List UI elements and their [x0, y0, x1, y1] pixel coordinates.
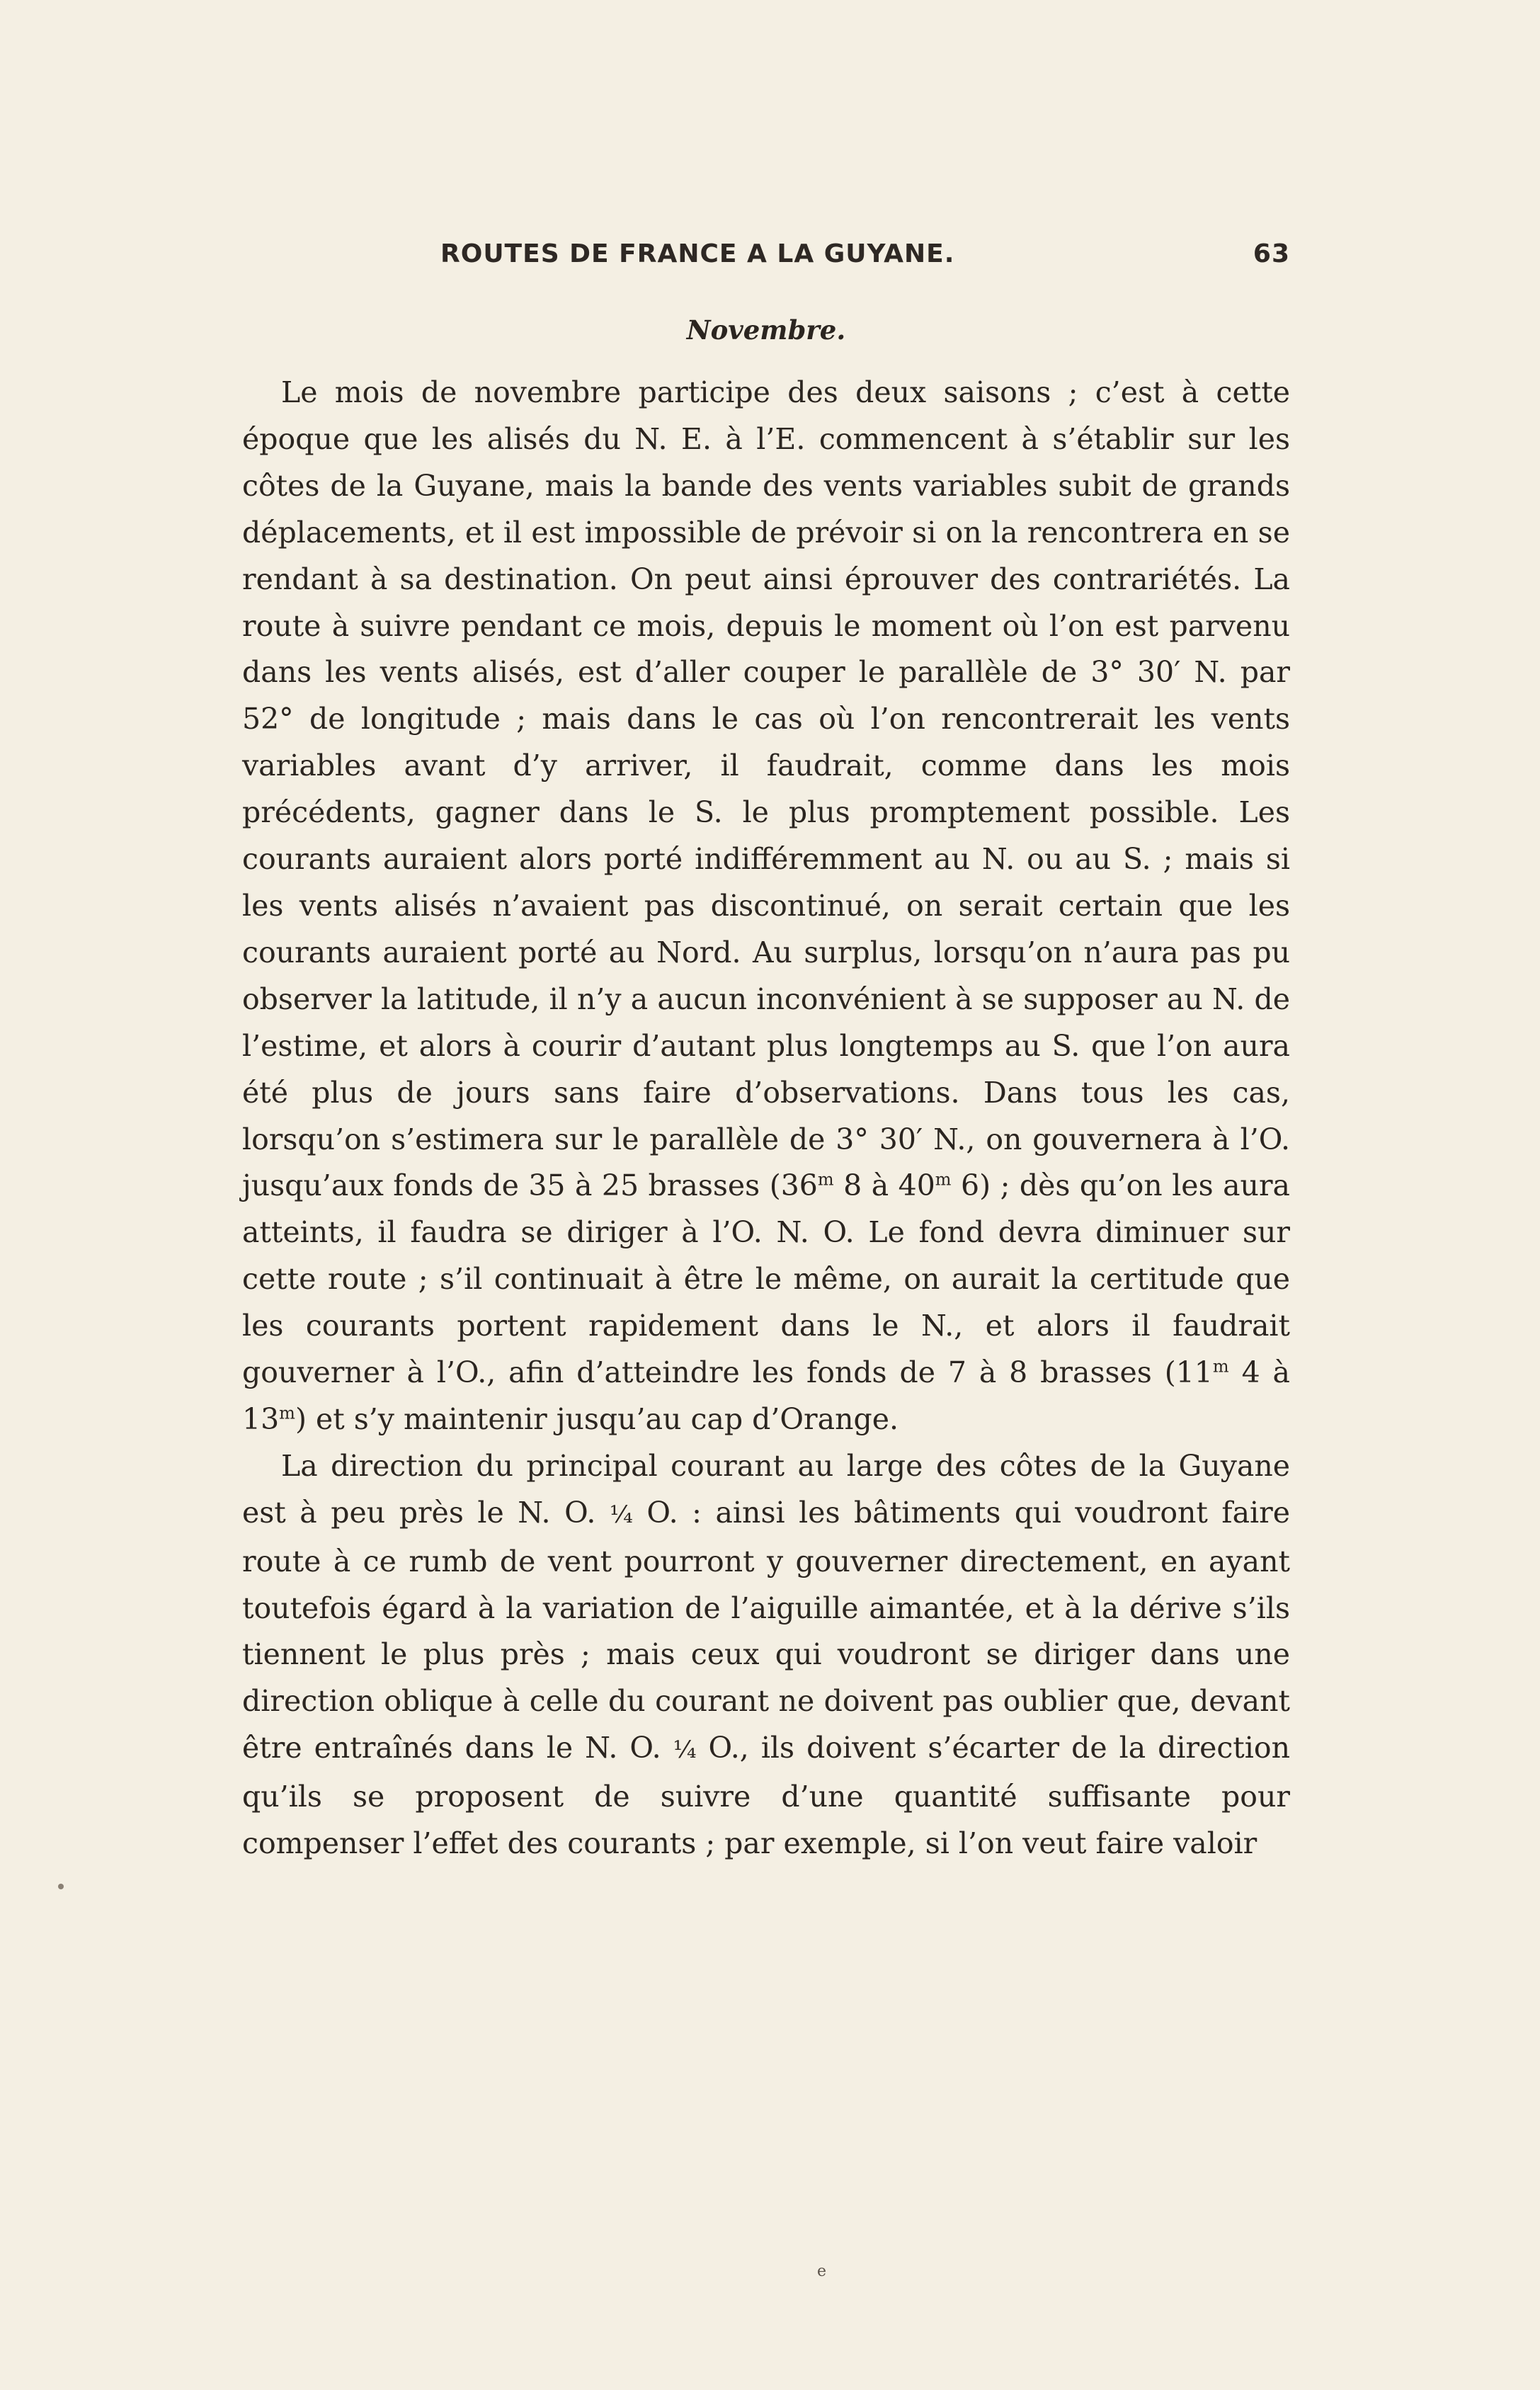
text-run: O. : ainsi les bâtiments qui voudront faire route à ce rumb de vent pourront y gouverner directement, en ayant toutefois égard à la variation de l’aiguille aimantée, et à la dérive s’ils tiennent le plus près ; mais ceux qui voudront se diriger dans une direction oblique à celle du courant ne doivent pas oublier que, devant être entraînés dans le N. O.	[242, 1495, 1291, 1765]
text-run: O., ils doivent s’écarter de la direction qu’ils se proposent de suivre d’une quantité suffisante pour compenser l’effet des courants ; par exemple, si l’on veut faire valoir	[242, 1731, 1290, 1861]
section-title: Novembre.	[686, 314, 846, 346]
fraction: ¼	[673, 1736, 697, 1765]
unit-superscript: m	[279, 1403, 295, 1423]
text-run: 8 à 40	[833, 1168, 935, 1203]
signature-mark: e	[817, 2263, 827, 2280]
unit-superscript: m	[935, 1169, 952, 1190]
text-run: Le mois de novembre participe des deux saisons ; c’est à cette époque que les alisés du N. E. à l’E. commencent à s’établir sur les côtes de la Guyane, mais la bande des vents variables subit de grands déplacements, et il est impossible de prévoir si on la rencontrera en se rendant à sa destination. On peut ainsi éprouver des contrariétés. La route à suivre pendant ce mois, depuis le moment où l’on est parvenu dans les vents alisés, est d’aller couper le parallèle de 3° 30′ N. par 52° de longitude ; mais dans le cas où l’on rencontrerait les vents variables avant d’y arriver, il faudrait, comme dans les mois précédents, gagner dans le S. le plus promptement possible. Les courants auraient alors porté indifféremment au N. ou au S. ; mais si les vents alisés n’avaient pas discontinué, on serait certain que les courants auraient porté au Nord. Au surplus, lorsqu’on n’aura pas pu observer la latitude, il n’y a aucun inconvénient à se supposer au N. de l’estime, et alors à courir d’autant plus longtemps au S. que l’on aura été plus de jours sans faire d’observations. Dans tous les cas, lorsqu’on s’estimera sur le parallèle de 3° 30′ N., on gouvernera à l’O. jusqu’aux fonds de 35 à 25 brasses (36	[242, 375, 1290, 1203]
running-head	[242, 234, 1290, 283]
unit-superscript: m	[817, 1169, 834, 1190]
text-run: 6) ; dès qu’on les aura atteints, il faudra se diriger à l’O. N. O. Le fond devra diminuer sur cette route ; s’il continuait à être le même, on aurait la certitude que les courants portent rapidement dans le N., et alors il faudrait gouverner à l’O., afin d’atteindre les fonds de 7 à 8 brasses (11	[242, 1168, 1290, 1390]
margin-speck	[58, 1884, 64, 1889]
text-run: La direction du principal courant au large des côtes de la Guyane est à peu près le N. O.	[242, 1448, 1290, 1530]
text-run: 4 à 13	[242, 1355, 1290, 1436]
text-block	[242, 234, 1290, 1867]
page-number: 63	[1253, 239, 1290, 268]
text-run: ) et s’y maintenir jusqu’au cap d’Orange.	[295, 1401, 899, 1436]
paragraph	[242, 370, 1290, 1443]
running-title: ROUTES DE FRANCE A LA GUYANE.	[440, 239, 955, 268]
unit-superscript: m	[1212, 1356, 1229, 1377]
paragraph	[242, 1443, 1290, 1867]
fraction: ¼	[609, 1500, 633, 1529]
